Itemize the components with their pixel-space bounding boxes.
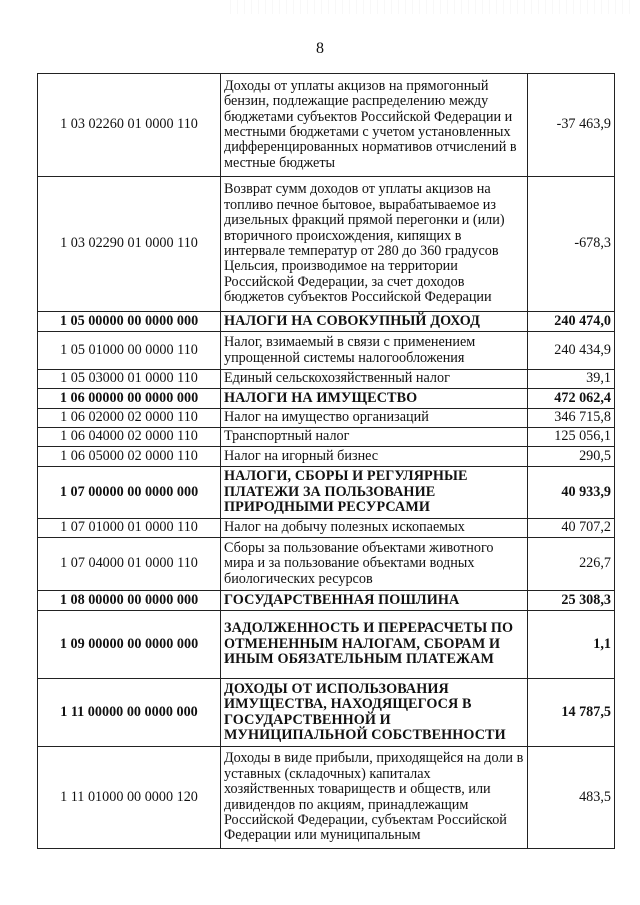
row-amount: 346 715,8 — [528, 409, 615, 428]
row-amount: 39,1 — [528, 370, 615, 389]
row-code: 1 11 00000 00 0000 000 — [38, 679, 221, 747]
row-name: Транспортный налог — [221, 428, 528, 447]
table-row-section — [38, 611, 615, 679]
table-row — [38, 747, 615, 849]
row-amount: -678,3 — [528, 177, 615, 312]
row-amount: 240 434,9 — [528, 332, 615, 370]
row-code: 1 09 00000 00 0000 000 — [38, 611, 221, 679]
row-code: 1 11 01000 00 0000 120 — [38, 747, 221, 849]
table-row-section — [38, 591, 615, 611]
row-amount: 483,5 — [528, 747, 615, 849]
table-row — [38, 519, 615, 538]
row-code: 1 05 00000 00 0000 000 — [38, 312, 221, 332]
row-name: Единый сельскохозяйственный налог — [221, 370, 528, 389]
row-name: Налог на добычу полезных ископаемых — [221, 519, 528, 538]
table-row — [38, 428, 615, 447]
scan-artifact — [230, 0, 630, 14]
table-row — [38, 447, 615, 467]
row-name: Возврат сумм доходов от уплаты акцизов на топливо печное бытовое, вырабатываемое из дизельных фракций прямой перегонки и (или) вторичного происхождения, кипящих в интервале температур от 280 до 360 градусов Цельсия, производимое на территории Российской Федерации, за счет доходов бюджетов субъектов Российской Федерации — [221, 177, 528, 312]
row-name: Налог, взимаемый в связи с применением упрощенной системы налогообложения — [221, 332, 528, 370]
table-row — [38, 409, 615, 428]
row-name: НАЛОГИ, СБОРЫ И РЕГУЛЯРНЫЕ ПЛАТЕЖИ ЗА ПОЛЬЗОВАНИЕ ПРИРОДНЫМИ РЕСУРСАМИ — [221, 467, 528, 519]
row-code: 1 06 02000 02 0000 110 — [38, 409, 221, 428]
row-name: ГОСУДАРСТВЕННАЯ ПОШЛИНА — [221, 591, 528, 611]
table-row — [38, 538, 615, 591]
row-name: НАЛОГИ НА ИМУЩЕСТВО — [221, 389, 528, 409]
row-amount: 14 787,5 — [528, 679, 615, 747]
row-amount: 290,5 — [528, 447, 615, 467]
row-amount: 226,7 — [528, 538, 615, 591]
table-row — [38, 332, 615, 370]
row-code: 1 03 02260 01 0000 110 — [38, 74, 221, 177]
revenue-table — [37, 73, 615, 849]
table-row-section — [38, 679, 615, 747]
row-name: Сборы за пользование объектами животного мира и за пользование объектами водных биологических ресурсов — [221, 538, 528, 591]
row-code: 1 07 00000 00 0000 000 — [38, 467, 221, 519]
row-amount: 25 308,3 — [528, 591, 615, 611]
table-row — [38, 370, 615, 389]
row-code: 1 05 03000 01 0000 110 — [38, 370, 221, 389]
row-name: Налог на имущество организаций — [221, 409, 528, 428]
row-amount: 472 062,4 — [528, 389, 615, 409]
row-amount: -37 463,9 — [528, 74, 615, 177]
row-name: ЗАДОЛЖЕННОСТЬ И ПЕРЕРАСЧЕТЫ ПО ОТМЕНЕННЫМ НАЛОГАМ, СБОРАМ И ИНЫМ ОБЯЗАТЕЛЬНЫМ ПЛАТЕЖАМ — [221, 611, 528, 679]
row-amount: 240 474,0 — [528, 312, 615, 332]
row-amount: 125 056,1 — [528, 428, 615, 447]
row-code: 1 08 00000 00 0000 000 — [38, 591, 221, 611]
table-row — [38, 74, 615, 177]
row-name: Доходы от уплаты акцизов на прямогонный бензин, подлежащие распределению между бюджетами субъектов Российской Федерации и местными бюджетами с учетом установленных дифференцированных нормативов отчислений в местные бюджеты — [221, 74, 528, 177]
table-row-section — [38, 467, 615, 519]
row-code: 1 06 00000 00 0000 000 — [38, 389, 221, 409]
row-code: 1 07 01000 01 0000 110 — [38, 519, 221, 538]
row-code: 1 03 02290 01 0000 110 — [38, 177, 221, 312]
row-amount: 1,1 — [528, 611, 615, 679]
row-name: НАЛОГИ НА СОВОКУПНЫЙ ДОХОД — [221, 312, 528, 332]
row-name: ДОХОДЫ ОТ ИСПОЛЬЗОВАНИЯ ИМУЩЕСТВА, НАХОДЯЩЕГОСЯ В ГОСУДАРСТВЕННОЙ И МУНИЦИПАЛЬНОЙ СОБСТВЕННОСТИ — [221, 679, 528, 747]
row-code: 1 06 04000 02 0000 110 — [38, 428, 221, 447]
table-row-section — [38, 312, 615, 332]
table-row — [38, 177, 615, 312]
row-code: 1 05 01000 00 0000 110 — [38, 332, 221, 370]
row-amount: 40 707,2 — [528, 519, 615, 538]
row-code: 1 06 05000 02 0000 110 — [38, 447, 221, 467]
page-number: 8 — [316, 40, 324, 57]
row-code: 1 07 04000 01 0000 110 — [38, 538, 221, 591]
row-name: Налог на игорный бизнес — [221, 447, 528, 467]
row-amount: 40 933,9 — [528, 467, 615, 519]
table-row-section — [38, 389, 615, 409]
row-name: Доходы в виде прибыли, приходящейся на доли в уставных (складочных) капиталах хозяйственных товариществ и обществ, или дивидендов по акциям, принадлежащим Российской Федерации, субъектам Российской Федерации или муниципальным — [221, 747, 528, 849]
